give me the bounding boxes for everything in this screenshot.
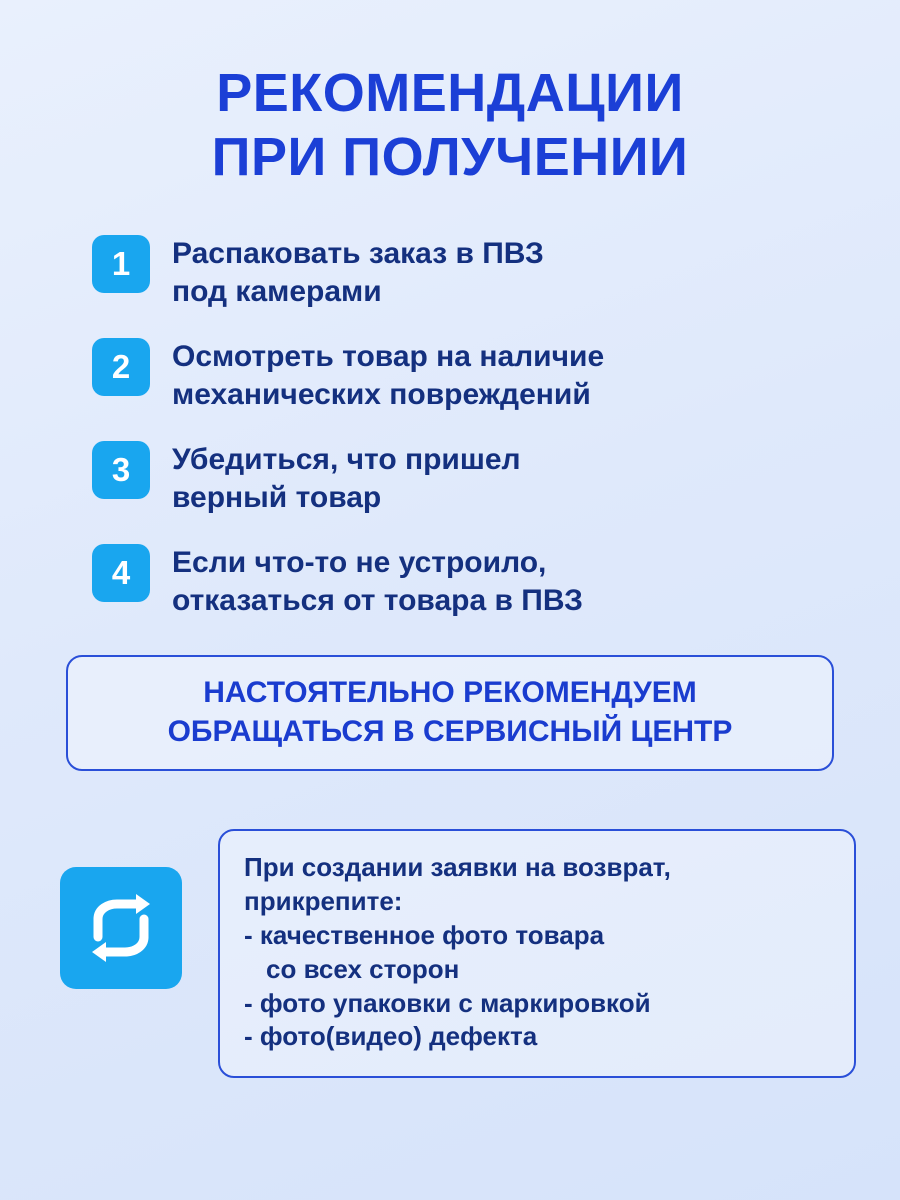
note-line-2: прикрепите:: [244, 886, 403, 917]
refresh-exchange-icon: [60, 867, 182, 989]
step-text-line-2: отказаться от товара в ПВЗ: [172, 583, 583, 617]
step-text-line-1: Если что-то не устроило,: [172, 546, 547, 580]
step-number-badge: 1: [92, 235, 150, 293]
step-text-line-2: под камерами: [172, 274, 382, 308]
note-line-5: - фото упаковки с маркировкой: [244, 987, 651, 1018]
page-title-line-1: РЕКОМЕНДАЦИИ: [216, 63, 684, 123]
callout-line-2: ОБРАЩАТЬСЯ В СЕРВИСНЫЙ ЦЕНТР: [167, 715, 733, 749]
step-text-line-2: верный товар: [172, 480, 382, 514]
step-number-badge: 2: [92, 338, 150, 396]
note-line-4: со всех сторон: [266, 953, 460, 984]
callout-line-1: НАСТОЯТЕЛЬНО РЕКОМЕНДУЕМ: [203, 676, 697, 710]
step-number-badge: 4: [92, 544, 150, 602]
page-title-line-2: ПРИ ПОЛУЧЕНИИ: [211, 126, 689, 187]
step-text: [172, 439, 521, 516]
step-text-line-2: механических повреждений: [172, 377, 591, 411]
note-line-1: При создании заявки на возврат,: [244, 852, 671, 883]
step-text-line-1: Убедиться, что пришел: [172, 443, 521, 477]
steps-list: [0, 233, 900, 619]
step-text: [172, 336, 604, 413]
step-number-badge: 3: [92, 441, 150, 499]
note-line-3: - качественное фото товара: [244, 920, 605, 951]
step-text: [172, 233, 544, 310]
note-line-6: - фото(видео) дефекта: [244, 1021, 538, 1052]
list-item: [92, 542, 860, 619]
service-center-callout: [66, 655, 834, 771]
step-text-line-1: Осмотреть товар на наличие: [172, 340, 605, 374]
step-text: [172, 542, 583, 619]
list-item: [92, 336, 860, 413]
list-item: [92, 439, 860, 516]
step-text-line-1: Распаковать заказ в ПВЗ: [172, 237, 544, 271]
return-note-section: [0, 829, 900, 1078]
return-request-note: [218, 829, 856, 1078]
page-title: [0, 0, 900, 189]
list-item: [92, 233, 860, 310]
